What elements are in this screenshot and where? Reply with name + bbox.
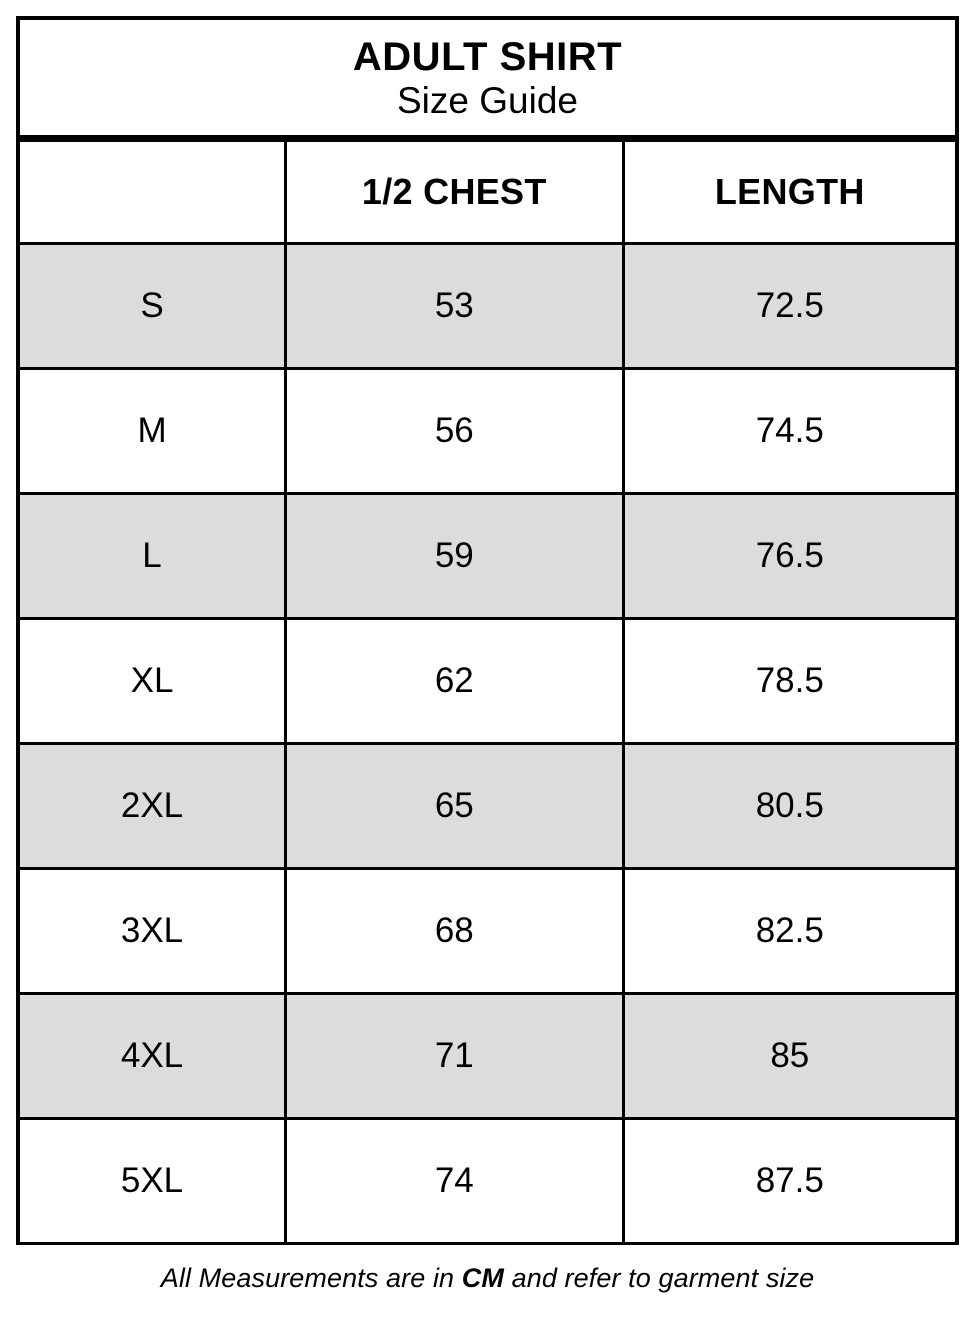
- table-row: [20, 368, 955, 493]
- cell-half-chest: 59: [286, 493, 624, 618]
- table-row: [20, 868, 955, 993]
- cell-length: 87.5: [755, 1160, 824, 1200]
- cell-size: 4XL: [20, 993, 286, 1118]
- cell-half-chest: 68: [286, 868, 624, 993]
- cell-length: 85: [623, 993, 955, 1118]
- cell-half-chest: 74: [286, 1118, 624, 1242]
- table-row: [20, 743, 955, 868]
- cell-half-chest: 65: [286, 743, 624, 868]
- cell-length: 78.5: [623, 618, 955, 743]
- size-table: [20, 142, 955, 1242]
- cell-length: 72.5: [623, 243, 955, 368]
- cell-size: 5XL: [20, 1118, 286, 1242]
- footnote-before: All Measurements are in: [160, 1262, 462, 1293]
- table-row: [20, 618, 955, 743]
- cell-length: 82.5: [623, 868, 955, 993]
- size-guide-table-container: [16, 16, 959, 1245]
- column-header-length: LENGTH: [623, 142, 955, 244]
- footnote-unit: CM: [461, 1262, 504, 1293]
- cell-size: S: [20, 243, 286, 368]
- table-row: [20, 1118, 955, 1242]
- table-row: [20, 493, 955, 618]
- table-row: [20, 993, 955, 1118]
- title-block: [20, 20, 955, 142]
- column-header-size: [20, 142, 286, 244]
- column-header-half-chest: 1/2 CHEST: [286, 142, 624, 244]
- cell-half-chest: 62: [286, 618, 624, 743]
- table-row: [20, 243, 955, 368]
- cell-length: 80.5: [623, 743, 955, 868]
- measurement-footnote: [16, 1263, 959, 1294]
- cell-half-chest: 71: [286, 993, 624, 1118]
- table-header-row: [20, 142, 955, 244]
- cell-size: 2XL: [20, 743, 286, 868]
- table-header: [20, 142, 955, 244]
- table-body: [20, 243, 955, 1242]
- cell-length: 76.5: [623, 493, 955, 618]
- cell-size: M: [20, 368, 286, 493]
- cell-size: 3XL: [20, 868, 286, 993]
- cell-length: 74.5: [623, 368, 955, 493]
- cell-size: L: [20, 493, 286, 618]
- cell-size: XL: [20, 618, 286, 743]
- footnote-after: and refer to garment size: [503, 1262, 815, 1293]
- cell-half-chest: 53: [286, 243, 624, 368]
- page-title: ADULT SHIRT: [352, 35, 623, 79]
- cell-half-chest: 56: [286, 368, 624, 493]
- page-subtitle: Size Guide: [397, 80, 578, 121]
